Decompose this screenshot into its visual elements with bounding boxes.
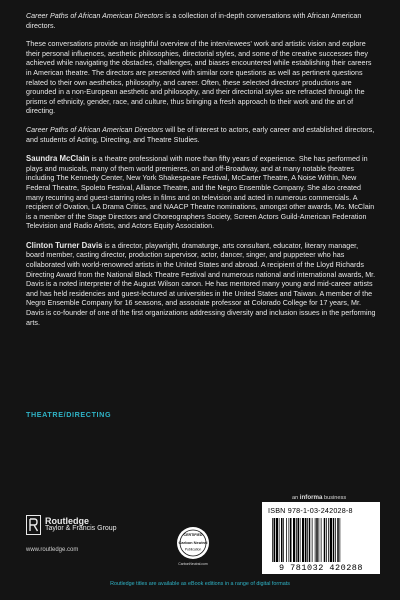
book-title-italic: Career Paths of African American Directors bbox=[26, 12, 164, 20]
barcode-bar bbox=[274, 518, 276, 562]
author-name-1: Saundra McClain bbox=[26, 154, 90, 164]
barcode-bar bbox=[286, 518, 287, 562]
barcode-bars bbox=[272, 518, 370, 562]
barcode-bar bbox=[324, 518, 326, 562]
barcode-bar bbox=[328, 518, 329, 562]
author-bio-1 bbox=[26, 154, 376, 232]
barcode-bar bbox=[319, 518, 320, 562]
blurb-body: These conversations provide an insightful overview of the interviewees' work and artistic vision and explore their personal influences, aesthetic philosophies, directorial styles, and some of the creative successes they achieved while navigating the obstacles, challenges, and biases encountered while establishing their careers in American theatre. The directors are presented with similar core questions as well as pertinent questions related to their own aesthetics, philosophy, and career. Often, these selected directors' productions are grounded in a non-European aesthetic and philosophy, and their directorial styles are refracted through the prisms of ethnicity, gender, race, and culture, thus bringing a fresh approach to their work and the art of directing. bbox=[26, 40, 372, 116]
barcode-bar bbox=[279, 518, 280, 562]
author-name-2: Clinton Turner Davis bbox=[26, 240, 103, 250]
routledge-logo-icon bbox=[26, 515, 41, 535]
barcode-bar bbox=[276, 518, 278, 562]
publisher-block bbox=[26, 515, 146, 553]
informa-suffix: business bbox=[322, 495, 347, 501]
subject-category: THEATRE/DIRECTING bbox=[26, 410, 112, 419]
barcode-bar bbox=[315, 518, 316, 562]
isbn-text: ISBN 978-1-03-242028-8 bbox=[268, 506, 353, 515]
barcode-bar bbox=[305, 518, 307, 562]
barcode-bar bbox=[283, 518, 284, 562]
informa-brand: informa bbox=[299, 494, 323, 501]
barcode-bar bbox=[335, 518, 336, 562]
informa-prefix: an bbox=[292, 495, 300, 501]
blurb-audience bbox=[26, 126, 376, 145]
barcode-bar bbox=[316, 518, 318, 562]
book-title-italic-2: Career Paths of African American Directors bbox=[26, 125, 164, 134]
barcode-number: 9 781032 420288 bbox=[278, 563, 363, 573]
barcode-bar bbox=[302, 518, 304, 562]
barcode-bar bbox=[307, 518, 308, 562]
publisher-name: Routledge bbox=[45, 515, 89, 526]
blurb-intro-rest: is a collection of in-depth conversations with African American directors. bbox=[26, 12, 362, 30]
carbon-site-text: CarbonNeutral.com bbox=[178, 562, 208, 566]
barcode-bar bbox=[289, 518, 290, 562]
barcode-bar bbox=[321, 518, 322, 562]
carbon-bottom-text: Publication bbox=[184, 547, 202, 552]
barcode-bar bbox=[290, 518, 292, 562]
barcode-bar bbox=[272, 518, 273, 562]
carbon-middle-text: Carbon Neutral bbox=[178, 540, 208, 545]
barcode-bar bbox=[340, 518, 341, 562]
author-bio-text-1: is a theatre professional with more than fifty years of experience. She has performed in plays and musicals, many of them world premieres, on and off-Broadway, and at many notable theatres including The Kennedy Center, New York Shakespeare Festival, McCarter Theatre, A Noise Within, New Federal Theatre, Spoleto Festival, Alliance Theatre, and the Negro Ensemble Company. She also created many recurring and guest-starring roles in films and on television and acted in numerous commercials. A recipient of Ovation, LA Drama Critics, and NAACP Theatre nominations, amongst other awards, Ms. McClain is a member of the Stage Directors and Choreographers Society, Screen Actors Guild-American Federation Television and Radio Artists, and Actors Equity Association. bbox=[26, 155, 375, 231]
barcode-bar bbox=[298, 518, 300, 562]
blurb-audience-rest: will be of interest to actors, early career and established directors, and students of Acting, Directing, and Theatre Studies. bbox=[26, 125, 375, 144]
barcode-bar bbox=[326, 518, 327, 562]
barcode-bar bbox=[296, 518, 297, 562]
barcode-bar bbox=[337, 518, 339, 562]
isbn-barcode bbox=[262, 502, 380, 574]
publisher-url[interactable]: www.routledge.com bbox=[26, 547, 79, 553]
barcode-bar bbox=[330, 518, 332, 562]
author-bio-text-2: is a director, playwright, dramaturge, arts consultant, educator, literary manager, board member, casting director, production supervisor, actor, dancer, singer, and puppeteer who has collaborated with world-renowned artists in the United States and abroad. A recipient of the Lloyd Richards Directing Award from the National Black Theatre Festival and numerous national and international awards, Mr. Davis is a noted interpreter of the August Wilson canon. He has mentored many young and mid-career artists and has held residencies and guest-lectured at universities in the United States and Taiwan. A member of the Negro Ensemble Company for 16 seasons, and associate professor at Colorado College for 17 years, Mr. Davis is co-founder of one of the first organizations addressing diversity and inclusion issues in the performing arts. bbox=[26, 241, 376, 327]
barcode-bar bbox=[293, 518, 295, 562]
barcode-bar bbox=[312, 518, 313, 562]
informa-business-label bbox=[292, 494, 346, 501]
publisher-group: Taylor & Francis Group bbox=[45, 525, 117, 532]
barcode-bar bbox=[300, 518, 301, 562]
barcode-bar bbox=[309, 518, 311, 562]
carbon-top-text: CERTIFIED bbox=[183, 533, 203, 537]
barcode-bar bbox=[281, 518, 283, 562]
cover-text bbox=[26, 12, 376, 337]
ebook-footer-note: Routledge titles are available as eBook editions in a range of digital formats bbox=[110, 581, 290, 587]
barcode-bar bbox=[333, 518, 335, 562]
blurb-intro bbox=[26, 12, 376, 31]
author-bio-2 bbox=[26, 241, 376, 328]
carbon-neutral-badge-icon bbox=[175, 525, 211, 567]
